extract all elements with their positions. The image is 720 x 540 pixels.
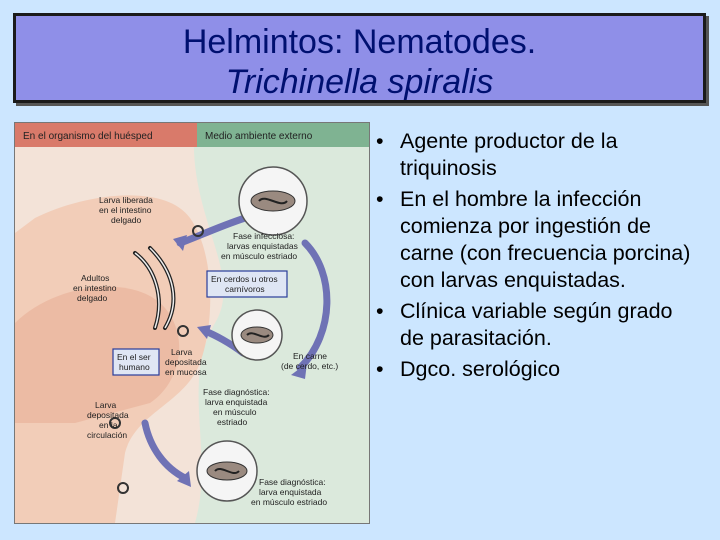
cyst-2 xyxy=(232,310,282,360)
slide-subtitle: Trichinella spiralis xyxy=(225,63,494,101)
title-banner xyxy=(13,13,706,103)
bullet-infeccion: • En el hombre la infección comienza por ingestión de carne (con frecuencia porcina) con larvas enquistadas. xyxy=(372,186,702,294)
label-carne: En carne (de cerdo, etc.) xyxy=(281,351,339,371)
label-cerdos: En cerdos u otros carnívoros xyxy=(211,274,278,294)
label-larva-liberada: Larva liberada en el intestino delgado xyxy=(99,195,153,225)
bullet-list xyxy=(372,128,702,387)
label-fase-infecciosa: Fase infecciosa: larvas enquistadas en músculo estriado xyxy=(221,231,298,261)
host-header-label: En el organismo del huésped xyxy=(23,131,153,142)
label-larva-circulacion: Larva depositada en la circulación xyxy=(87,400,129,440)
bullet-agente: • Agente productor de la triquinosis xyxy=(372,128,702,182)
bullet-diagnostico: • Dgco. serológico xyxy=(372,356,702,383)
cyst-3 xyxy=(197,441,257,501)
life-cycle-diagram xyxy=(14,122,370,524)
bullet-clinica: • Clínica variable según grado de parasitación. xyxy=(372,298,702,352)
label-ser-humano: En el ser humano xyxy=(117,352,151,372)
label-adultos: Adultos en intestino delgado xyxy=(73,273,117,303)
slide-title: Helmintos: Nematodes. xyxy=(182,23,537,61)
label-fase-diagnostica-2: Fase diagnóstica: larva enquistada en músculo estriado xyxy=(251,477,328,507)
label-fase-diagnostica-1: Fase diagnóstica: larva enquistada en músculo estriado xyxy=(203,387,270,427)
environment-header-label: Medio ambiente externo xyxy=(205,131,313,142)
cyst-1 xyxy=(239,167,307,235)
label-larva-mucosa: Larva depositada en mucosa xyxy=(165,347,207,377)
